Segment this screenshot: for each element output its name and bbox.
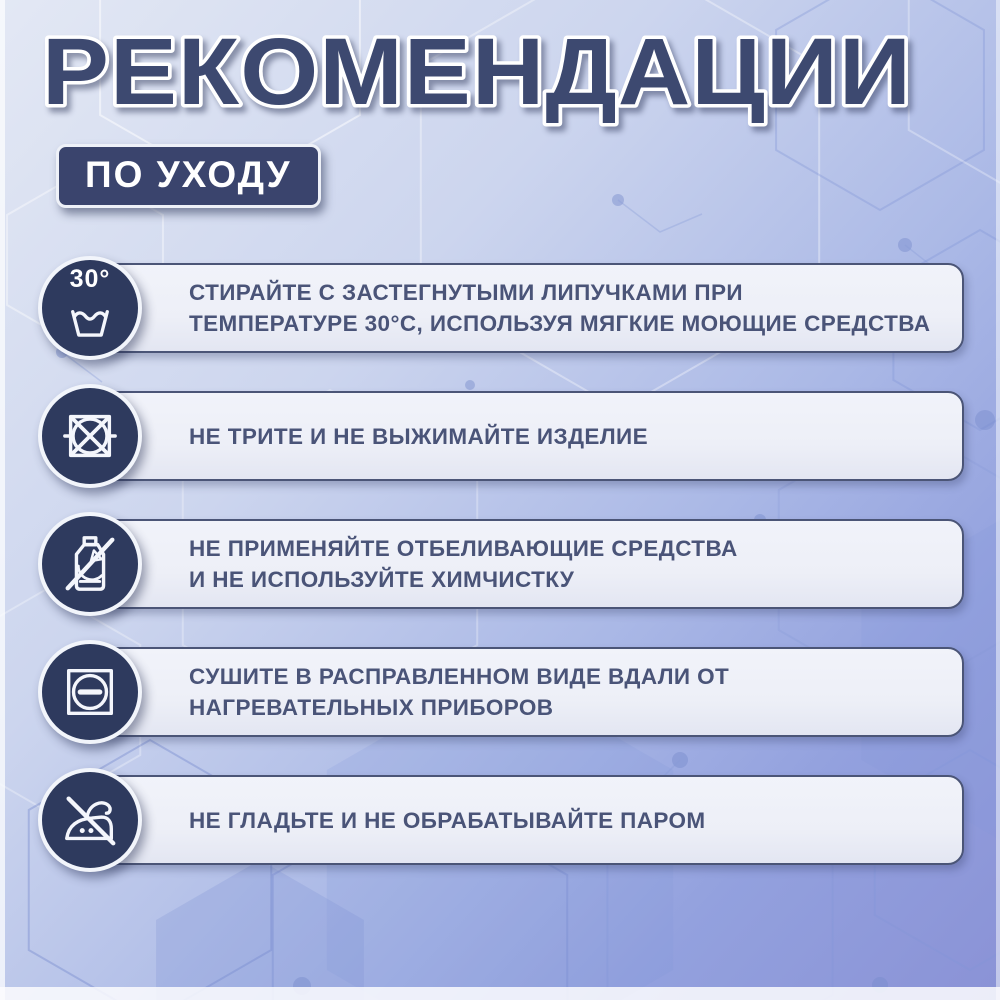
dry-flat-icon	[38, 640, 142, 744]
care-item-dry-flat	[38, 640, 964, 744]
no-bleach-icon	[38, 512, 142, 616]
care-items-list	[38, 256, 964, 872]
care-item-no-wring	[38, 384, 964, 488]
care-item-text-line: НЕ ГЛАДЬТЕ И НЕ ОБРАБАТЫВАЙТЕ ПАРОМ	[189, 807, 706, 833]
care-item-text	[189, 533, 738, 595]
subtitle-text: ПО УХОДУ	[85, 154, 292, 195]
care-item-text	[189, 277, 930, 339]
care-item-pill	[92, 263, 964, 353]
care-item-pill	[92, 775, 964, 865]
care-item-text-line: СУШИТЕ В РАСПРАВЛЕННОМ ВИДЕ ВДАЛИ ОТ	[189, 664, 730, 689]
care-item-pill	[92, 519, 964, 609]
wash-30-icon	[38, 256, 142, 360]
care-symbol-glyph	[59, 293, 121, 341]
no-wring-icon	[38, 384, 142, 488]
care-symbol-glyph	[59, 533, 121, 595]
care-symbol-glyph	[59, 405, 121, 467]
care-item-text	[189, 661, 729, 723]
care-item-text	[189, 421, 648, 452]
care-item-no-iron	[38, 768, 964, 872]
care-symbol-glyph	[59, 661, 121, 723]
care-item-no-bleach	[38, 512, 964, 616]
page-title-text: РЕКОМЕНДАЦИИ	[42, 19, 912, 125]
care-item-pill	[92, 391, 964, 481]
page-title	[34, 14, 939, 132]
care-symbol-glyph	[59, 789, 121, 851]
care-item-text-line: НЕ ПРИМЕНЯЙТЕ ОТБЕЛИВАЮЩИЕ СРЕДСТВА	[189, 536, 738, 561]
icon-temperature-label: 30°	[69, 265, 111, 293]
care-item-text-line: НЕ ТРИТЕ И НЕ ВЫЖИМАЙТЕ ИЗДЕЛИЕ	[189, 423, 648, 449]
care-item-text-line: И НЕ ИСПОЛЬЗУЙТЕ ХИМЧИСТКУ	[189, 567, 575, 592]
subtitle-badge	[56, 144, 321, 208]
care-item-pill	[92, 647, 964, 737]
care-item-text	[189, 805, 706, 836]
care-item-text-line: НАГРЕВАТЕЛЬНЫХ ПРИБОРОВ	[189, 695, 554, 720]
care-item-text-line: ТЕМПЕРАТУРЕ 30°C, ИСПОЛЬЗУЯ МЯГКИЕ МОЮЩИЕ СРЕДСТВА	[189, 311, 931, 336]
no-iron-icon	[38, 768, 142, 872]
care-item-wash-30	[38, 256, 964, 360]
care-item-text-line: СТИРАЙТЕ С ЗАСТЕГНУТЫМИ ЛИПУЧКАМИ ПРИ	[189, 280, 743, 305]
